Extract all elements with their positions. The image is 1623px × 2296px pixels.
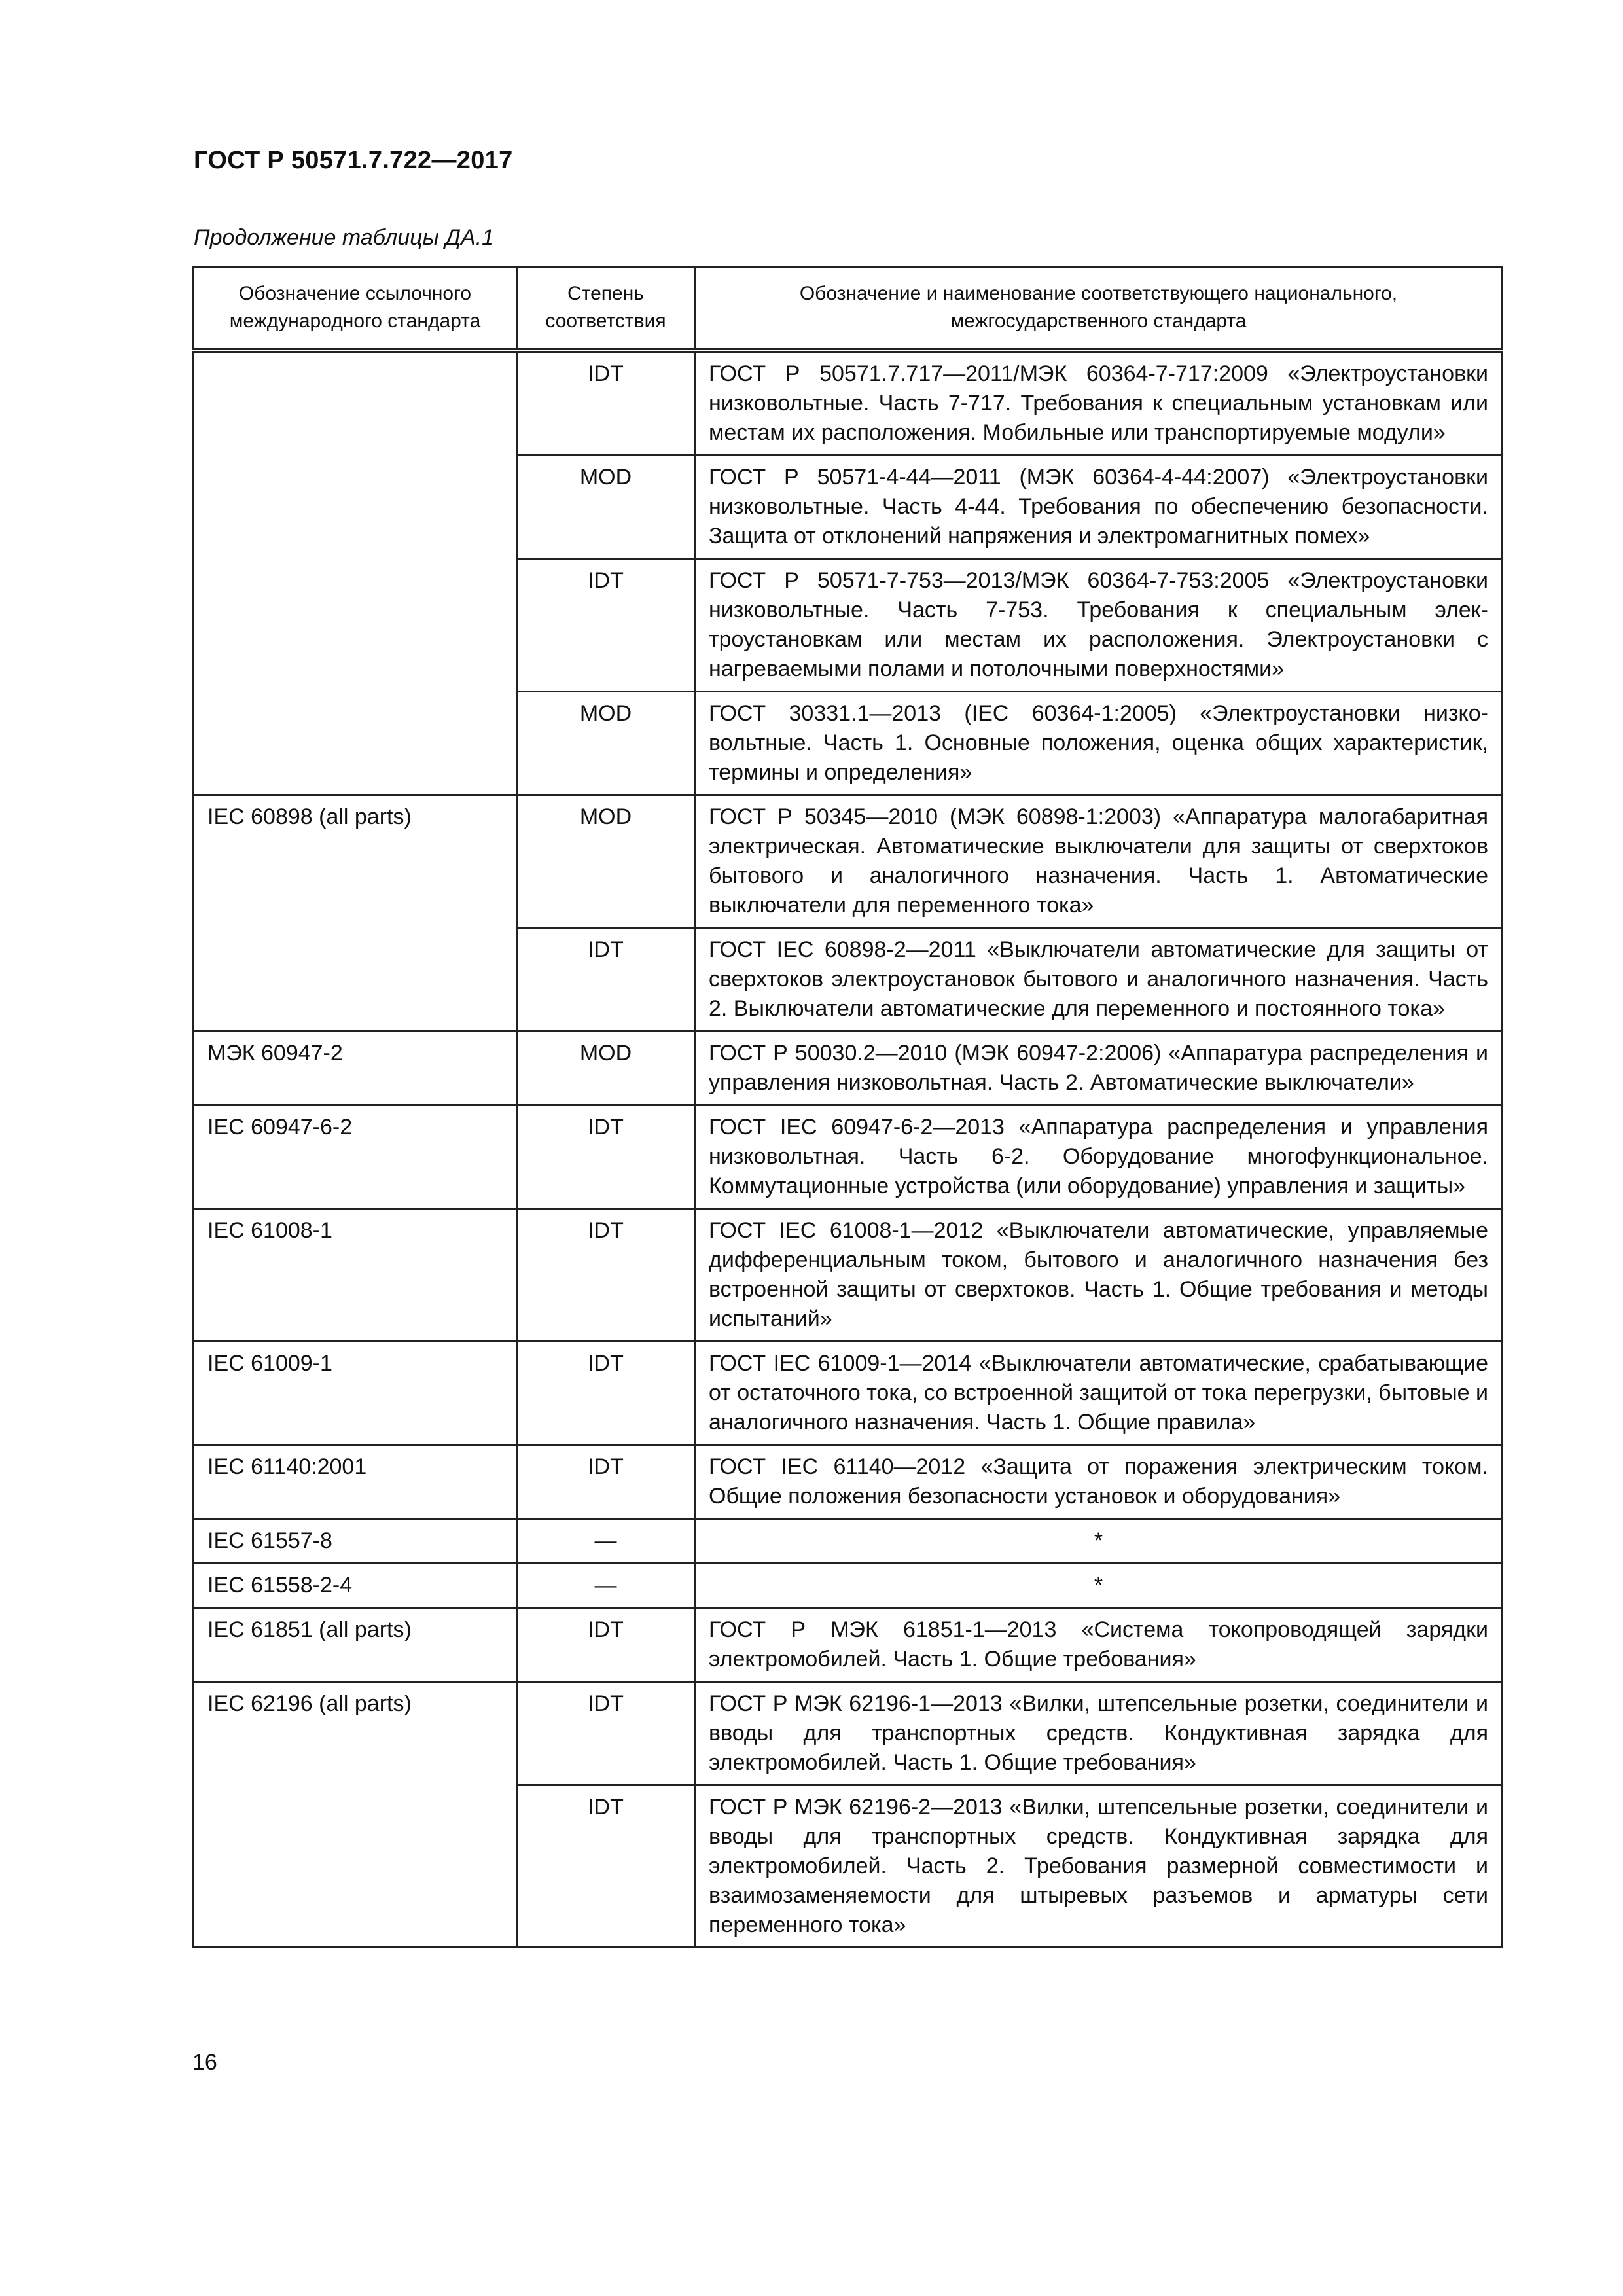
reference-standard-cell: IEC 61558-2-4 (194, 1564, 517, 1608)
document-standard-id: ГОСТ Р 50571.7.722—2017 (194, 147, 513, 174)
national-standard-cell: ГОСТ Р 50571-4-44—2011 (МЭК 60364-4-44:2007) «Электроустановки низковольтные. Часть 4-44. Требования по обеспечению безопасности. Защита от отклонений напряжения и электромагнитных помех» (695, 456, 1503, 559)
national-standard-cell: ГОСТ IEC 61008-1—2012 «Выключатели автоматические, управляемые дифференциальным током, бытового и аналогичного назначения без встроенной защиты от сверхтоков. Часть 1. Общие требования и методы испытаний» (695, 1209, 1503, 1342)
degree-cell: IDT (517, 1209, 695, 1342)
degree-cell: IDT (517, 559, 695, 692)
national-standard-cell: ГОСТ Р МЭК 62196-1—2013 «Вилки, штепсельные розетки, соединители и вводы для транспортных средств. Кондуктивная зарядка для электромобилей. Часть 1. Общие требования» (695, 1682, 1503, 1785)
header-reference-standard: Обозначение ссылочного международного стандарта (194, 267, 517, 351)
table-header-row (194, 267, 1503, 351)
national-standard-cell: ГОСТ Р 50030.2—2010 (МЭК 60947-2:2006) «Аппаратура распределения и управления низковольтная. Часть 2. Автоматические выключатели» (695, 1031, 1503, 1105)
table-row (194, 1608, 1503, 1682)
table-row (194, 795, 1503, 928)
reference-standard-cell: IEC 61140:2001 (194, 1445, 517, 1519)
reference-standard-cell: IEC 62196 (all parts) (194, 1682, 517, 1948)
degree-cell: — (517, 1564, 695, 1608)
table-row (194, 1445, 1503, 1519)
table-row (194, 1209, 1503, 1342)
table-row (194, 350, 1503, 456)
degree-cell: IDT (517, 350, 695, 456)
table-row (194, 1519, 1503, 1564)
degree-cell: MOD (517, 795, 695, 928)
degree-cell: IDT (517, 1608, 695, 1682)
table-row (194, 1031, 1503, 1105)
degree-cell: IDT (517, 928, 695, 1031)
header-national-standard: Обозначение и наименование соответствующего национального, межгосударственного стандарта (695, 267, 1503, 351)
national-standard-cell: ГОСТ IEC 61009-1—2014 «Выключатели автоматические, срабатывающие от остаточного тока, со встроенной защитой от тока перегрузки, бытовые и аналогичного назначения. Часть 1. Общие правила» (695, 1342, 1503, 1445)
reference-standard-cell: IEC 61009-1 (194, 1342, 517, 1445)
page-number: 16 (192, 2050, 217, 2075)
table-row (194, 1564, 1503, 1608)
reference-standard-cell: IEC 61851 (all parts) (194, 1608, 517, 1682)
table-caption: Продолжение таблицы ДА.1 (194, 225, 495, 250)
table-row (194, 1105, 1503, 1209)
table-row (194, 1342, 1503, 1445)
degree-cell: MOD (517, 456, 695, 559)
reference-standards-table (192, 266, 1503, 1948)
table-row (194, 1682, 1503, 1785)
reference-standard-cell: IEC 60947-6-2 (194, 1105, 517, 1209)
national-standard-cell: ГОСТ IEC 60898-2—2011 «Выключатели автоматические для защиты от сверхтоков электроустановок бытового и аналогичного назначения. Часть 2. Выключатели автоматические для переменного и постоянного тока» (695, 928, 1503, 1031)
national-standard-cell: ГОСТ Р 50345—2010 (МЭК 60898-1:2003) «Аппаратура малогабаритная электрическая. Автоматические выключатели для защиты от сверхтоков бытового и аналогичного назначения. Часть 1. Автоматические выключатели для переменного тока» (695, 795, 1503, 928)
national-standard-cell: ГОСТ IEC 60947-6-2—2013 «Аппаратура распределения и управления низковольтная. Часть 6-2. Оборудование многофункциональное. Коммутационные устройства (или оборудование) управления и защиты» (695, 1105, 1503, 1209)
reference-standard-cell: IEC 61557-8 (194, 1519, 517, 1564)
degree-cell: — (517, 1519, 695, 1564)
reference-standard-cell (194, 350, 517, 795)
national-standard-cell: ГОСТ 30331.1—2013 (IEC 60364-1:2005) «Электроустановки низковольтные. Часть 1. Основные положения, оценка общих характеристик, термины и определения» (695, 692, 1503, 795)
national-standard-cell: ГОСТ Р 50571-7-753—2013/МЭК 60364-7-753:2005 «Электроустановки низковольтные. Часть 7-753. Требования к специальным электроустановкам или местам их расположения. Электроустановки с нагреваемыми полами и потолочными поверхностями» (695, 559, 1503, 692)
degree-cell: MOD (517, 1031, 695, 1105)
degree-cell: IDT (517, 1445, 695, 1519)
national-standard-cell: ГОСТ Р 50571.7.717—2011/МЭК 60364-7-717:2009 «Электроустановки низковольтные. Часть 7-717. Требования к специальным установкам или местам их расположения. Мобильные или транспортируемые модули» (695, 350, 1503, 456)
table-body (194, 350, 1503, 1948)
national-standard-cell: ГОСТ IEC 61140—2012 «Защита от поражения электрическим током. Общие положения безопасности установок и оборудования» (695, 1445, 1503, 1519)
reference-standard-cell: IEC 61008-1 (194, 1209, 517, 1342)
degree-cell: IDT (517, 1682, 695, 1785)
degree-cell: IDT (517, 1342, 695, 1445)
reference-standard-cell: МЭК 60947-2 (194, 1031, 517, 1105)
header-degree: Степень соответствия (517, 267, 695, 351)
national-standard-cell: ГОСТ Р МЭК 62196-2—2013 «Вилки, штепсельные розетки, соединители и вводы для транспортных средств. Кондуктивная зарядка для электромобилей. Часть 2. Требования размерной совместимости и взаимозаменяемости для штыревых разъемов и арматуры сети переменного тока» (695, 1785, 1503, 1948)
degree-cell: MOD (517, 692, 695, 795)
national-standard-cell: ГОСТ Р МЭК 61851-1—2013 «Система токопроводящей зарядки электромобилей. Часть 1. Общие требования» (695, 1608, 1503, 1682)
national-standard-cell: * (695, 1519, 1503, 1564)
degree-cell: IDT (517, 1105, 695, 1209)
national-standard-cell: * (695, 1564, 1503, 1608)
reference-standard-cell: IEC 60898 (all parts) (194, 795, 517, 1031)
degree-cell: IDT (517, 1785, 695, 1948)
